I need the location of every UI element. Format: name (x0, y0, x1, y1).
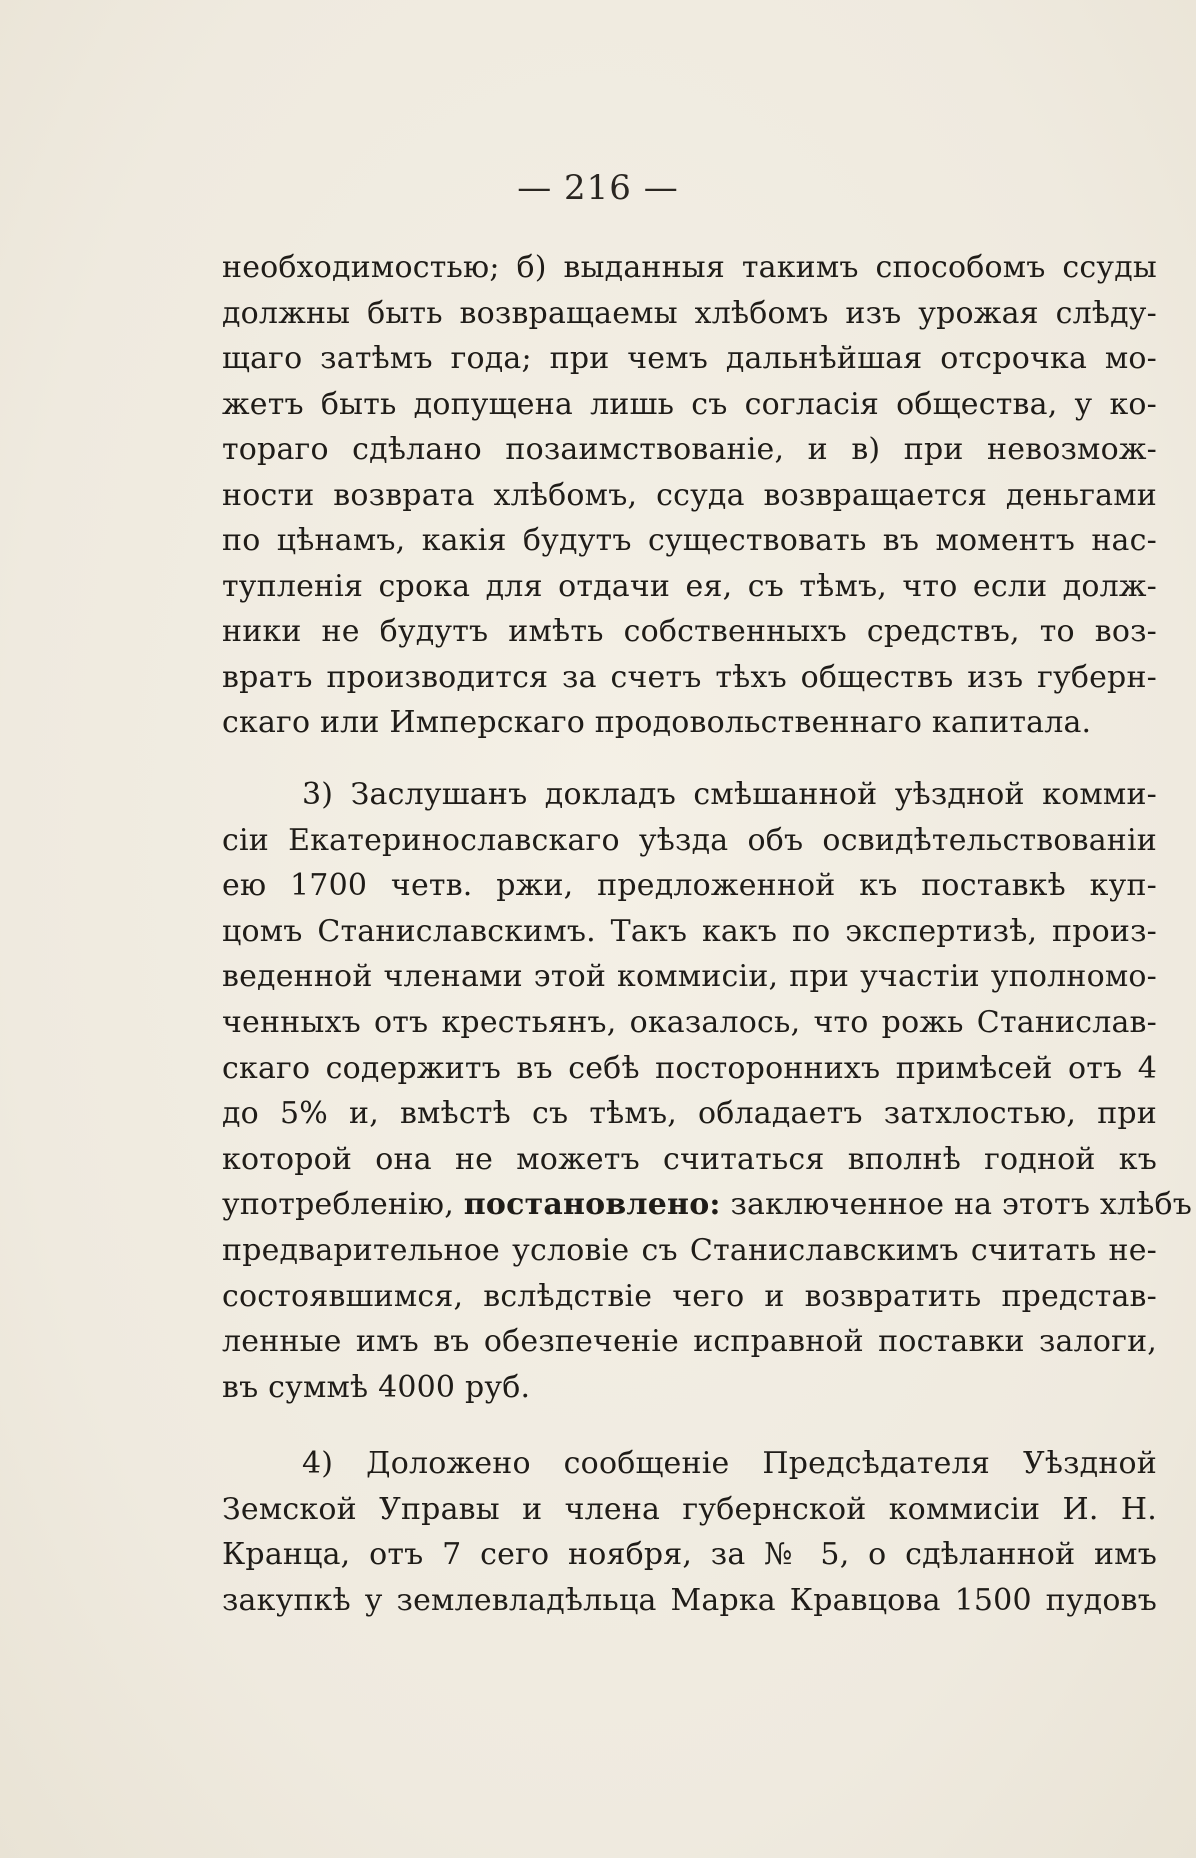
text-line: которой она не можетъ считаться вполнѣ годной къ (222, 1141, 1157, 1177)
text-line-with-decision (222, 1182, 1193, 1228)
text-line: Кранца, отъ 7 сего ноября, за № 5, о сдѣланной имъ (222, 1537, 1157, 1572)
text-line: ченныхъ отъ крестьянъ, оказалось, что рожь Станислав- (222, 1004, 1157, 1040)
text-line: необходимостью; б) выданныя такимъ способомъ ссуды (222, 250, 1157, 285)
text-line: ленные имъ въ обезпеченіе исправной поставки залоги, (222, 1324, 1157, 1360)
text-line: до 5% и, вмѣстѣ съ тѣмъ, обладаетъ затхлостью, при (222, 1096, 1157, 1132)
text-line: закупкѣ у землевладѣльца Марка Кравцова 1500 пудовъ (222, 1582, 1157, 1618)
text-line: ности возврата хлѣбомъ, ссуда возвращается деньгами (222, 477, 1157, 513)
text-line: скаго содержитъ въ себѣ постороннихъ примѣсей отъ 4 (222, 1050, 1157, 1086)
text-line: щаго затѣмъ года; при чемъ дальнѣйшая отсрочка мо- (222, 341, 1157, 376)
text-line: цомъ Станиславскимъ. Такъ какъ по экспертизѣ, произ- (222, 913, 1157, 949)
text-line: предварительное условіе съ Станиславскимъ считать не- (222, 1232, 1157, 1268)
decision-keyword: постановлено: (463, 1187, 721, 1223)
text-line: сіи Екатеринославскаго уѣзда объ освидѣтельствованіи (222, 822, 1157, 858)
text-line: жетъ быть допущена лишь съ согласія общества, у ко- (222, 386, 1157, 422)
text-line: скаго или Имперскаго продовольственнаго капитала. (222, 705, 1092, 740)
text-line: 3) Заслушанъ докладъ смѣшанной уѣздной комми- (302, 777, 1157, 812)
text-segment: употребленію, (222, 1187, 454, 1223)
text-line: Земской Управы и члена губернской коммисіи И. Н. (222, 1491, 1157, 1527)
text-segment: заключенное на этотъ хлѣбъ (730, 1187, 1193, 1223)
text-line: веденной членами этой коммисіи, при участіи уполномо- (222, 959, 1157, 995)
page-number: — 216 — (517, 168, 679, 208)
text-line: 4) Доложено сообщеніе Предсѣдателя Уѣздной (302, 1446, 1157, 1481)
text-line: должны быть возвращаемы хлѣбомъ изъ урожая слѣду- (222, 295, 1157, 331)
text-line: тупленія срока для отдачи ея, съ тѣмъ, что если долж- (222, 568, 1157, 604)
text-line: ники не будутъ имѣть собственныхъ средствъ, то воз- (222, 614, 1157, 649)
text-line: вратъ производится за счетъ тѣхъ обществъ изъ губерн- (222, 659, 1157, 695)
paragraph-continuation (222, 245, 1157, 746)
paragraph-item-4 (222, 1441, 1157, 1623)
text-line: тораго сдѣлано позаимствованіе, и в) при невозмож- (222, 432, 1157, 467)
paragraph-item-3 (222, 772, 1193, 1410)
text-line: ею 1700 четв. ржи, предложенной къ поставкѣ куп- (222, 868, 1157, 904)
text-line: въ суммѣ 4000 руб. (222, 1369, 531, 1405)
text-line: по цѣнамъ, какія будутъ существовать въ моментъ нас- (222, 523, 1157, 558)
text-line: состоявшимся, вслѣдствіе чего и возвратить представ- (222, 1278, 1157, 1314)
